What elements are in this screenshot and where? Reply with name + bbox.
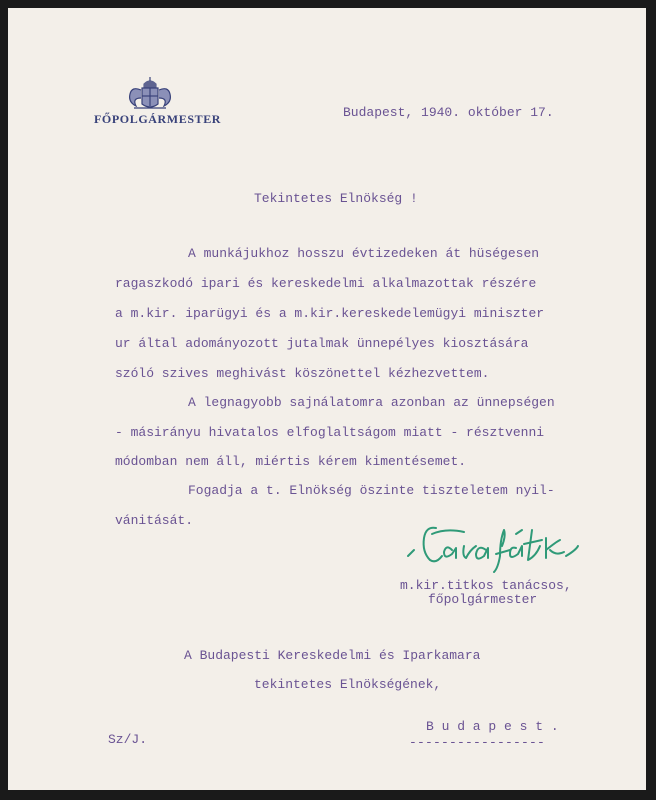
letterhead-title: FŐPOLGÁRMESTER xyxy=(94,112,222,126)
body-line: A legnagyobb sajnálatomra azonban az ünnepségen xyxy=(188,395,555,410)
body-line: Fogadja a t. Elnökség öszinte tiszteletem nyil- xyxy=(188,483,555,498)
body-line: a m.kir. iparügyi és a m.kir.kereskedelemügyi miniszter xyxy=(115,306,545,321)
handwritten-signature xyxy=(406,516,590,576)
city-name: B u d a p e s t . xyxy=(426,719,559,734)
dateline: Budapest, 1940. október 17. xyxy=(343,105,554,120)
body-line: A munkájukhoz hosszu évtizedeken át hüségesen xyxy=(188,246,540,261)
body-line: vánitását. xyxy=(115,513,194,528)
body-line: módomban nem áll, miértis kérem kimentésemet. xyxy=(115,454,467,469)
body-line: ragaszkodó ipari és kereskedelmi alkalmazottak részére xyxy=(115,276,537,291)
addressee-line: tekintetes Elnökségének, xyxy=(254,677,442,692)
letter-page xyxy=(8,8,646,790)
body-line: ur által adományozott jutalmak ünnepélyes kiosztására xyxy=(115,336,529,351)
signatory-office: főpolgármester xyxy=(428,592,538,607)
crown-crest-icon xyxy=(126,76,174,110)
body-line: - másirányu hivatalos elfoglaltságom miatt - résztvenni xyxy=(115,425,545,440)
city-underline: ----------------- xyxy=(409,735,546,750)
reference-code: Sz/J. xyxy=(108,732,148,747)
body-line: szóló szives meghivást köszönettel kézhezvettem. xyxy=(115,366,490,381)
addressee-line: A Budapesti Kereskedelmi és Iparkamara xyxy=(184,648,481,663)
salutation: Tekintetes Elnökség ! xyxy=(254,191,418,206)
signatory-title: m.kir.titkos tanácsos, xyxy=(400,578,572,593)
